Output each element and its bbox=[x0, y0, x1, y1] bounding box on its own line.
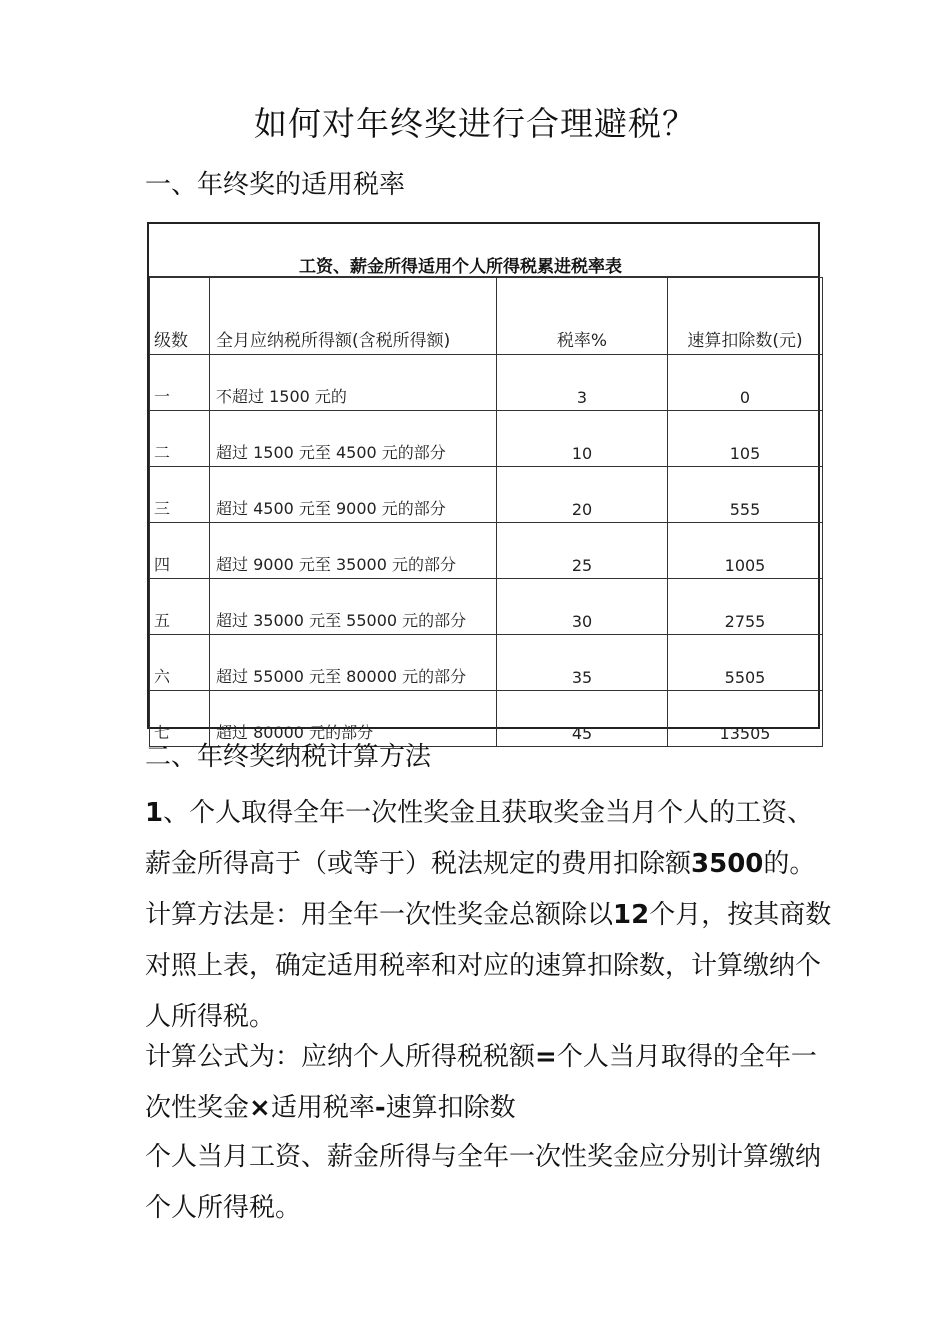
header-deduction: 速算扣除数(元) bbox=[668, 278, 823, 355]
cell-level: 七 bbox=[150, 691, 210, 747]
cell-range: 超过 35000 元至 55000 元的部分 bbox=[210, 579, 497, 635]
cell-rate: 20 bbox=[497, 467, 668, 523]
cell-level: 一 bbox=[150, 355, 210, 411]
header-rate: 税率% bbox=[497, 278, 668, 355]
cell-level: 二 bbox=[150, 411, 210, 467]
page-title: 如何对年终奖进行合理避税？ bbox=[254, 104, 696, 143]
item-number: 1 bbox=[145, 798, 164, 828]
cell-rate: 35 bbox=[497, 635, 668, 691]
section-heading-rates: 一、年终奖的适用税率 bbox=[145, 170, 406, 200]
cell-rate: 10 bbox=[497, 411, 668, 467]
paragraph-note: 个人当月工资、薪金所得与全年一次性奖金应分别计算缴纳个人所得税。 bbox=[145, 1142, 822, 1223]
cell-level: 四 bbox=[150, 523, 210, 579]
table-caption-text: 工资、薪金所得适用个人所得税累进税率表 bbox=[299, 257, 622, 277]
cell-deduction: 0 bbox=[668, 355, 823, 411]
formula-text: 速算扣除数 bbox=[385, 1093, 516, 1123]
formula-text: 个人当月取得的全年一次性奖金 bbox=[145, 1042, 817, 1123]
tax-rate-table bbox=[147, 222, 820, 743]
cell-range: 超过 9000 元至 35000 元的部分 bbox=[210, 523, 497, 579]
cell-range: 超过 4500 元至 9000 元的部分 bbox=[210, 467, 497, 523]
cell-level: 六 bbox=[150, 635, 210, 691]
equals-sign: = bbox=[535, 1042, 557, 1072]
header-income: 全月应纳税所得额(含税所得额) bbox=[210, 278, 497, 355]
formula-text: 适用税率 bbox=[270, 1093, 375, 1123]
times-sign: × bbox=[249, 1093, 271, 1123]
cell-deduction: 1005 bbox=[668, 523, 823, 579]
header-level: 级数 bbox=[150, 278, 210, 355]
table-row bbox=[150, 635, 823, 691]
cell-level: 三 bbox=[150, 467, 210, 523]
minus-sign: - bbox=[374, 1093, 386, 1123]
cell-deduction: 2755 bbox=[668, 579, 823, 635]
paragraph-text: 的。计算方法是：用全年一次性奖金总额除以 bbox=[145, 849, 816, 930]
cell-deduction: 13505 bbox=[668, 691, 823, 747]
table-row bbox=[150, 579, 823, 635]
cell-deduction: 555 bbox=[668, 467, 823, 523]
cell-rate: 30 bbox=[497, 579, 668, 635]
cell-rate: 3 bbox=[497, 355, 668, 411]
paragraph-text: 、个人取得全年一次性奖金且获取奖金当月个人的工资、薪金所得高于（或等于）税法规定的费用扣除额 bbox=[145, 798, 814, 879]
paragraph-formula bbox=[145, 1032, 835, 1134]
months-number: 12 bbox=[613, 900, 650, 930]
table-row bbox=[150, 355, 823, 411]
cell-range: 超过 80000 元的部分 bbox=[210, 691, 497, 747]
table-row bbox=[150, 467, 823, 523]
cell-range: 超过 1500 元至 4500 元的部分 bbox=[210, 411, 497, 467]
section-heading-method: 二、年终奖纳税计算方法 bbox=[145, 742, 432, 772]
table-row bbox=[150, 523, 823, 579]
paragraph-method bbox=[145, 788, 835, 1043]
cell-range: 超过 55000 元至 80000 元的部分 bbox=[210, 635, 497, 691]
paragraph-text: 个月，按其商数对照上表，确定适用税率和对应的速算扣除数，计算缴纳个人所得税。 bbox=[145, 900, 832, 1032]
table-header-row bbox=[150, 278, 823, 355]
table-caption bbox=[149, 224, 818, 277]
cell-range: 不超过 1500 元的 bbox=[210, 355, 497, 411]
cell-rate: 25 bbox=[497, 523, 668, 579]
cell-deduction: 5505 bbox=[668, 635, 823, 691]
cell-deduction: 105 bbox=[668, 411, 823, 467]
tax-rate-grid bbox=[149, 277, 823, 747]
formula-text: 计算公式为：应纳个人所得税税额 bbox=[145, 1042, 536, 1072]
cell-level: 五 bbox=[150, 579, 210, 635]
table-row bbox=[150, 411, 823, 467]
cell-rate: 45 bbox=[497, 691, 668, 747]
deduction-amount: 3500 bbox=[691, 849, 764, 879]
